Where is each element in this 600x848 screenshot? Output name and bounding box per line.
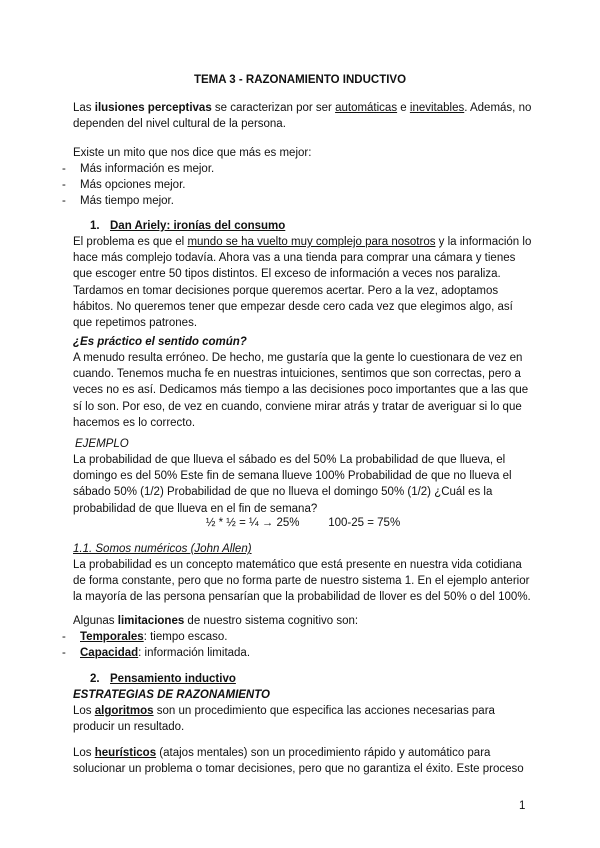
somos-paragraph: La probabilidad es un concepto matemático que está presente en nuestra vida cotidiana de forma constante, pero que no forma parte de nuestro sistema 1. En el ejemplo anterior la mayoría de las persona pensarían que la probabilidad de llover es del 50% o del 100%. (73, 559, 531, 604)
list-item: - Más tiempo mejor. (62, 195, 174, 208)
section-1-heading: 1. Dan Ariely: ironías del consumo (90, 220, 286, 232)
ejemplo-formula: ½ * ½ = ¼ → 25% 100-25 = 75% (205, 517, 401, 529)
sentido-paragraph: A menudo resulta erróneo. De hecho, me gustaría que la gente lo cuestionara de vez en cuando. Tenemos mucha fe en nuestras intuiciones, sentimos que son correctas, pero a veces no es así. Dedicamos más tiempo a las decisiones poco importantes que a las que sí lo son. Por eso, de vez en cuando, conviene mirar atrás y tratar de averiguar si lo que hacemos es lo correcto. (73, 352, 529, 429)
ejemplo-label: EJEMPLO (75, 438, 129, 450)
section-2-subheading: ESTRATEGIAS DE RAZONAMIENTO (73, 689, 270, 701)
intro-paragraph (73, 100, 533, 132)
intro-text: se caracterizan por ser (211, 102, 336, 114)
intro-bold-term: ilusiones perceptivas (94, 102, 212, 114)
heuristicos-paragraph: Los heurísticos (atajos mentales) son un procedimiento rápido y automático para solucionar un problema o tomar decisiones, pero que no garantiza el éxito. Este proceso (73, 747, 524, 776)
ejemplo-paragraph: La probabilidad de que llueva el sábado es del 50% La probabilidad de que llueva, el domingo es del 50% Este fin de semana llueve 100% Probabilidad de que no llueva el sábado 50% (1/2) Probabilidad de que no llueva el domingo 50% (1/2) ¿Cuál es la probabilidad de que llueva en el fin de semana? (73, 454, 512, 515)
intro-underlined-term: inevitables (409, 102, 465, 114)
somos-heading: 1.1. Somos numéricos (John Allen) (73, 543, 252, 555)
limits-list (62, 629, 522, 661)
algoritmos-paragraph: Los algoritmos son un procedimiento que especifica las acciones necesarias para producir un resultado. (73, 705, 495, 734)
sentido-heading: ¿Es práctico el sentido común? (73, 336, 247, 348)
limits-lead: Algunas limitaciones de nuestro sistema cognitivo son: (73, 615, 359, 627)
intro-text: Las (73, 102, 95, 114)
intro-text: . Además, no dependen del nivel cultural de la persona. (73, 102, 532, 131)
section-2-heading: 2. Pensamiento inductivo (90, 673, 236, 685)
intro-underlined-term: automáticas (335, 102, 398, 114)
myth-lead: Existe un mito que nos dice que más es mejor: (73, 147, 312, 159)
page-title: TEMA 3 - RAZONAMIENTO INDUCTIVO (193, 74, 407, 86)
myth-list (62, 161, 522, 210)
intro-text: e (397, 102, 410, 114)
list-item: - Temporales: tiempo escaso. (62, 631, 228, 643)
list-item: - Capacidad: información limitada. (62, 647, 251, 660)
page-number: 1 (519, 800, 526, 812)
section-1-paragraph: El problema es que el mundo se ha vuelto muy complejo para nosotros y la información lo hace más complejo todavía. Ahora vas a una tienda para comprar una cámara y tienes que escoger entre 50 tipos distintos. El exceso de información a veces nos paraliza. Tardamos en tomar decisiones porque queremos acertar. Pero a la vez, adoptamos hábitos. No queremos tener que empezar desde cero cada vez que elegimos algo, así que repetimos patrones. (73, 236, 532, 330)
list-item: - Más información es mejor. (62, 163, 215, 175)
list-item: - Más opciones mejor. (62, 179, 186, 192)
